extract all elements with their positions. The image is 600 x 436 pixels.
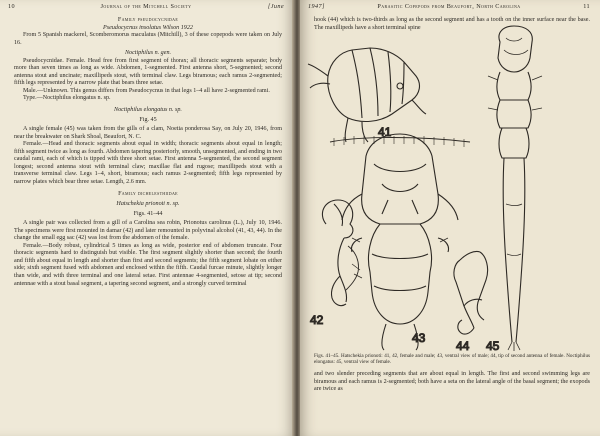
paragraph-2: Pseudocycnidae. Female. Head free from first segment of thorax; all thoracic segments separate; body more than seven times as long as wide. Abdomen, 1-segmented. First antenna short, 5-segmented; second antenna stout and uncinate; maxillipeds stout, with terminal claw. Legs biramous; each ramus 2-segmented; fifth legs represented by a narrow plate that bears three setae.: [14, 57, 282, 87]
right-page-header: [308, 3, 590, 12]
species-heading-2: Noctiphilus elongatus n. sp.: [114, 107, 182, 114]
figure-caption: Figs. 41–45. Hatschekia prionoti: 41, 42, female and male; 43, ventral view of male; 44, tip of second antenna of female. Noctiphilus elongatus: 45, ventral view of female.: [314, 353, 590, 366]
left-page-body: [14, 17, 282, 288]
paragraph-4: Type.—Noctiphilus elongatus n. sp.: [23, 95, 111, 102]
right-paragraph-2: and two slender preceding segments that are about equal in length. The first and second swimming legs are biramous and each ramus is 2-segmented; both have a seta on the lateral angle of the basal segment; the exopods are twice as: [314, 371, 590, 393]
figure-43-drawing: [330, 134, 470, 350]
running-head-left: Journal of the Mitchell Society: [100, 3, 192, 10]
figure-41-drawing: [308, 48, 426, 142]
fig-ref-2: Figs. 41–44: [133, 210, 163, 217]
paragraph-8: Female.—Body robust, cylindrical 5 times as long as wide, posterior end of abdomen truncate. Four thoracic segments hard to distinguish but visible. The first segment slightly shorter than second; the fourth and fifth about equal in length and shorter than first and second segments; the fifth segment lobate on either side; sixth segment fused with abdomen and enclosed within the fifth. Caudal furcae minute, slightly longer than wide, and with three terminal and one lateral setae. First antennae 4-segmented, setose at tip; second antennae with a stout basal segment, a tapering second segment, and a strongly curved terminal: [14, 242, 282, 287]
running-head-right: Parasitic Copepods from Beaufort, North Carolina: [377, 3, 521, 10]
figure-44-drawing: [454, 251, 488, 334]
paragraph-5: A single female (45) was taken from the gills of a clam, Noetia ponderosa Say, on July 20, 1946, from near the breakwater on Shark Shoal, Beaufort, N. C.: [14, 126, 282, 140]
left-page-header: [8, 3, 284, 12]
page-number-right: 11: [583, 3, 590, 10]
figure-plate: [300, 24, 600, 352]
paragraph-1: From 5 Spanish mackerel, Scomberomorus maculatus (Mitchill), 3 of these copepods were taken on July 16.: [14, 32, 282, 46]
header-date-right: 1947]: [308, 3, 325, 10]
family-heading-2: Family dichelesthiidae: [118, 191, 178, 198]
figure-label-45: 45: [486, 339, 500, 352]
paragraph-6: Female.—Head and thoracic segments about equal in width; thoracic segments about equal in length; fifth segment twice as long as fourth. Abdomen tapering posteriorly, smooth, unsegmented, and ending in two caudal rami, each of which is tipped with three short setae. First antenna 5-segmented, the second segment longest; second antenna stout with terminal claw; maxillae flat and rugose; maxillipeds stout with a transverse terminal claw. Legs 1–4, short, biramous; each ramus 2-segmented; fifth legs represented by narrow plates which bear three setae. Length, 2.6 mm.: [14, 141, 282, 185]
figure-label-43: 43: [412, 331, 426, 345]
figure-42-drawing: [322, 200, 362, 306]
page-number-left: 10: [8, 3, 15, 10]
species-heading-3: Hatschekia prionoti n. sp.: [116, 201, 180, 208]
figure-45-drawing: [488, 26, 542, 351]
species-heading-1: Pseudocycnus insolatus Wilson 1922: [103, 24, 193, 31]
fig-ref-1: Fig. 45: [139, 116, 157, 123]
right-page-bottom-text: [314, 371, 590, 394]
paragraph-3: Male.—Unknown. This genus differs from Pseudocycnus in that legs 1–4 all have 2-segmented rami.: [23, 87, 270, 94]
right-paragraph-1: hook (44) which is two-thirds as long as the second segment and has a tooth on the inner surface near the base. The maxillipeds have a short terminal spine: [314, 17, 590, 31]
figure-label-42: 42: [310, 313, 324, 327]
figure-label-44: 44: [456, 339, 470, 352]
family-heading-1: Family pseudocycnidae: [117, 17, 179, 23]
figure-label-41: 41: [378, 125, 392, 139]
paragraph-7: A single pair was collected from a gill of a Carolina sea robin, Prionotus carolinus (L.), July 10, 1946. The specimens were first mounted in damar (42) and later remounted in polyvinal alcohol (41, 43, 44). In the change the small egg sac (42) was lost from the abdomen of the female.: [14, 220, 282, 242]
left-page: [0, 0, 294, 436]
genus-heading: Noctiphilus n. gen.: [124, 50, 172, 57]
header-date-left: [June: [267, 3, 284, 10]
